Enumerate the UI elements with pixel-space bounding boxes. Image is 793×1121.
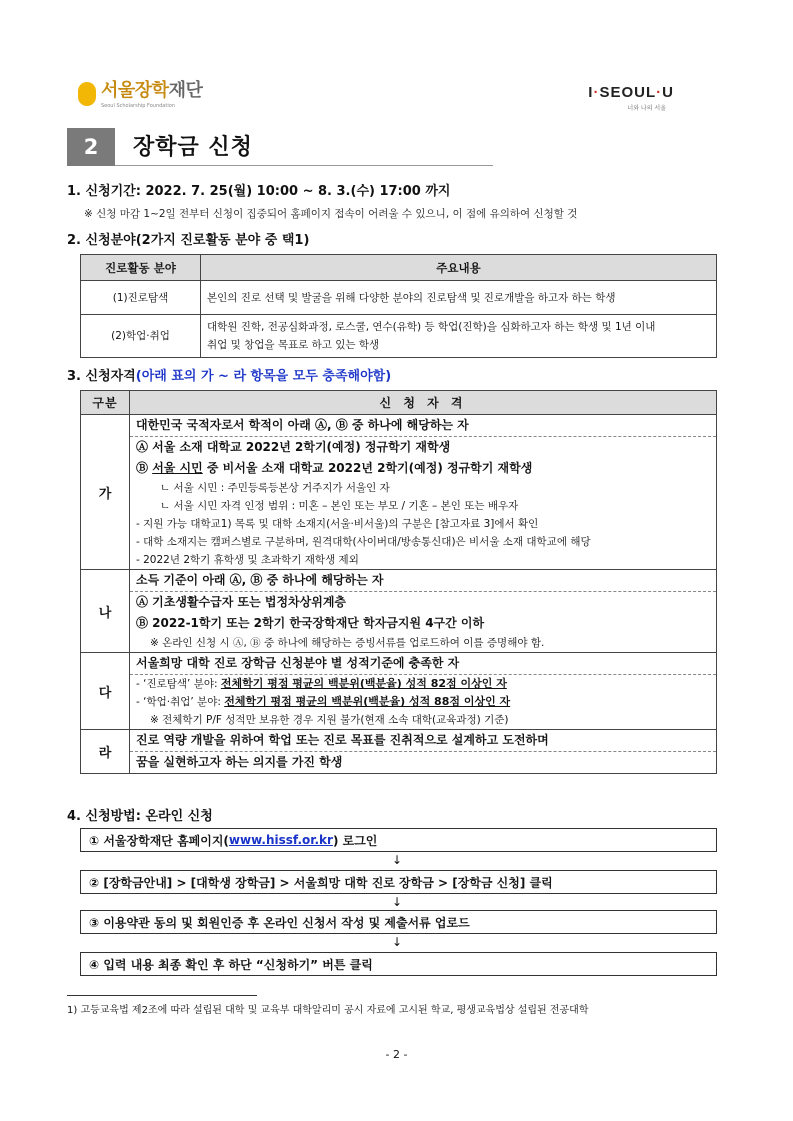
step-3-box: ③ 이용약관 동의 및 회원인증 후 온라인 신청서 작성 및 제출서류 업로드 [80,910,717,934]
table-row: 가 대한민국 국적자로서 학적이 아래 Ⓐ, Ⓑ 중 하나에 해당하는 자 Ⓐ 서울 소재 대학교 2022년 2학기(예정) 정규학기 재학생 Ⓑ 서울 시민 중 비서울 소재 대학교 2022년 2학기(예정) 정규학기 재학생 ㄴ 서울 시민 : 주민등록등본상 거주지가 서울인 자 ㄴ 서울 시민 자격 인정 범위 : 미혼 – 본인 또는 부모 / 기혼 – 본인 또는 배우자 - 지원 가능 대학교1) 목록 및 대학 소재지(서울·비서울)의 구분은 [참고자료 3]에서 확인 - 대학 소재지는 캠퍼스별로 구분하며, 원격대학(사이버대/방송통신대)은 비서울 소재 대학교에 해당 - 2022년 2학기 휴학생 및 초과학기 재학생 제외 [81,415,717,570]
row-key: 다 [81,653,130,730]
arrow-down-icon: ↓ [392,853,403,867]
table-header: 구분 [81,391,130,415]
table-row: 나 소득 기준이 아래 Ⓐ, Ⓑ 중 하나에 해당하는 자 Ⓐ 기초생활수급자 또는 법정차상위계층 Ⓑ 2022-1학기 또는 2학기 한국장학재단 학자금지원 4구간 이하 ※ 온라인 신청 시 Ⓐ, Ⓑ 중 하나에 해당하는 증빙서류를 업로드하여 이를 증명해야 함. [81,570,717,653]
eligibility-heading: 3. 신청자격(아래 표의 가 ~ 라 항목을 모두 충족해야함) [67,369,392,384]
step-4-box: ④ 입력 내용 최종 확인 후 하단 “신청하기” 버튼 클릭 [80,952,717,976]
page-number: - 2 - [385,1048,408,1061]
foundation-logo [78,80,202,109]
application-field-table [80,254,717,358]
table-header: 주요내용 [201,255,717,281]
section-title: 장학금 신청 [133,135,253,160]
application-method-heading: 4. 신청방법: 온라인 신청 [67,809,213,824]
application-period-note: ※ 신청 마감 1~2일 전부터 신청이 집중되어 홈페이지 접속이 어려울 수 있으니, 이 점에 유의하여 신청할 것 [84,208,578,220]
step-1-box: ① 서울장학재단 홈페이지( www.hissf.or.kr ) 로그인 [80,828,717,852]
table-header: 진로활동 분야 [81,255,201,281]
eligibility-table [80,390,717,774]
foundation-emblem-icon [78,82,96,106]
section-divider [115,165,493,166]
application-field-heading: 2. 신청분야(2가지 진로활동 분야 중 택1) [67,233,310,248]
table-header: 신 청 자 격 [130,391,717,415]
row-key: 가 [81,415,130,570]
i-seoul-u-logo: I·SEOUL·U 너와 나의 서울 [588,84,674,112]
table-row: (2)학업·취업 대학원 진학, 전공심화과정, 로스쿨, 연수(유학) 등 학업(진학)을 심화하고자 하는 학생 및 1년 이내 취업 및 창업을 목표로 하고 있는 학생 [81,315,717,358]
step-2-box: ② [장학금안내] > [대학생 장학금] > 서울희망 대학 진로 장학금 > [장학금 신청] 클릭 [80,870,717,894]
table-row: (1)진로탐색 본인의 진로 선택 및 발굴을 위해 다양한 분야의 진로탐색 및 진로개발을 하고자 하는 학생 [81,281,717,315]
row-key: 라 [81,730,130,774]
arrow-down-icon: ↓ [392,895,403,909]
footnote-divider [67,995,257,996]
table-row: 다 서울희망 대학 진로 장학금 신청분야 별 성적기준에 충족한 자 - ‘진로탐색’ 분야: 전체학기 평점 평균의 백분위(백분율) 성적 82점 이상인 자 - ‘학업·취업’ 분야: 전체학기 평점 평균의 백분위(백분율) 성적 88점 이상인 자 ※ 전체학기 P/F 성적만 보유한 경우 지원 불가(현재 소속 대학(교육과정) 기준) [81,653,717,730]
table-row: 라 진로 역량 개발을 위하여 학업 또는 진로 목표를 진취적으로 설계하고 도전하며 꿈을 실현하고자 하는 의지를 가진 학생 [81,730,717,774]
foundation-name: 서울장학재단 [101,80,203,101]
arrow-down-icon: ↓ [392,935,403,949]
homepage-link[interactable]: www.hissf.or.kr [228,833,333,847]
application-period-heading: 1. 신청기간: 2022. 7. 25(월) 10:00 ~ 8. 3.(수) 17:00 까지 [67,184,451,199]
foundation-name-en: Seoul Scholarship Foundation [101,103,175,109]
section-number: 2 [67,128,115,166]
row-key: 나 [81,570,130,653]
footnote: 1) 고등교육법 제2조에 따라 설립된 대학 및 교육부 대학알리미 공시 자료에 고시된 학교, 평생교육법상 설립된 전공대학 [67,1005,589,1016]
